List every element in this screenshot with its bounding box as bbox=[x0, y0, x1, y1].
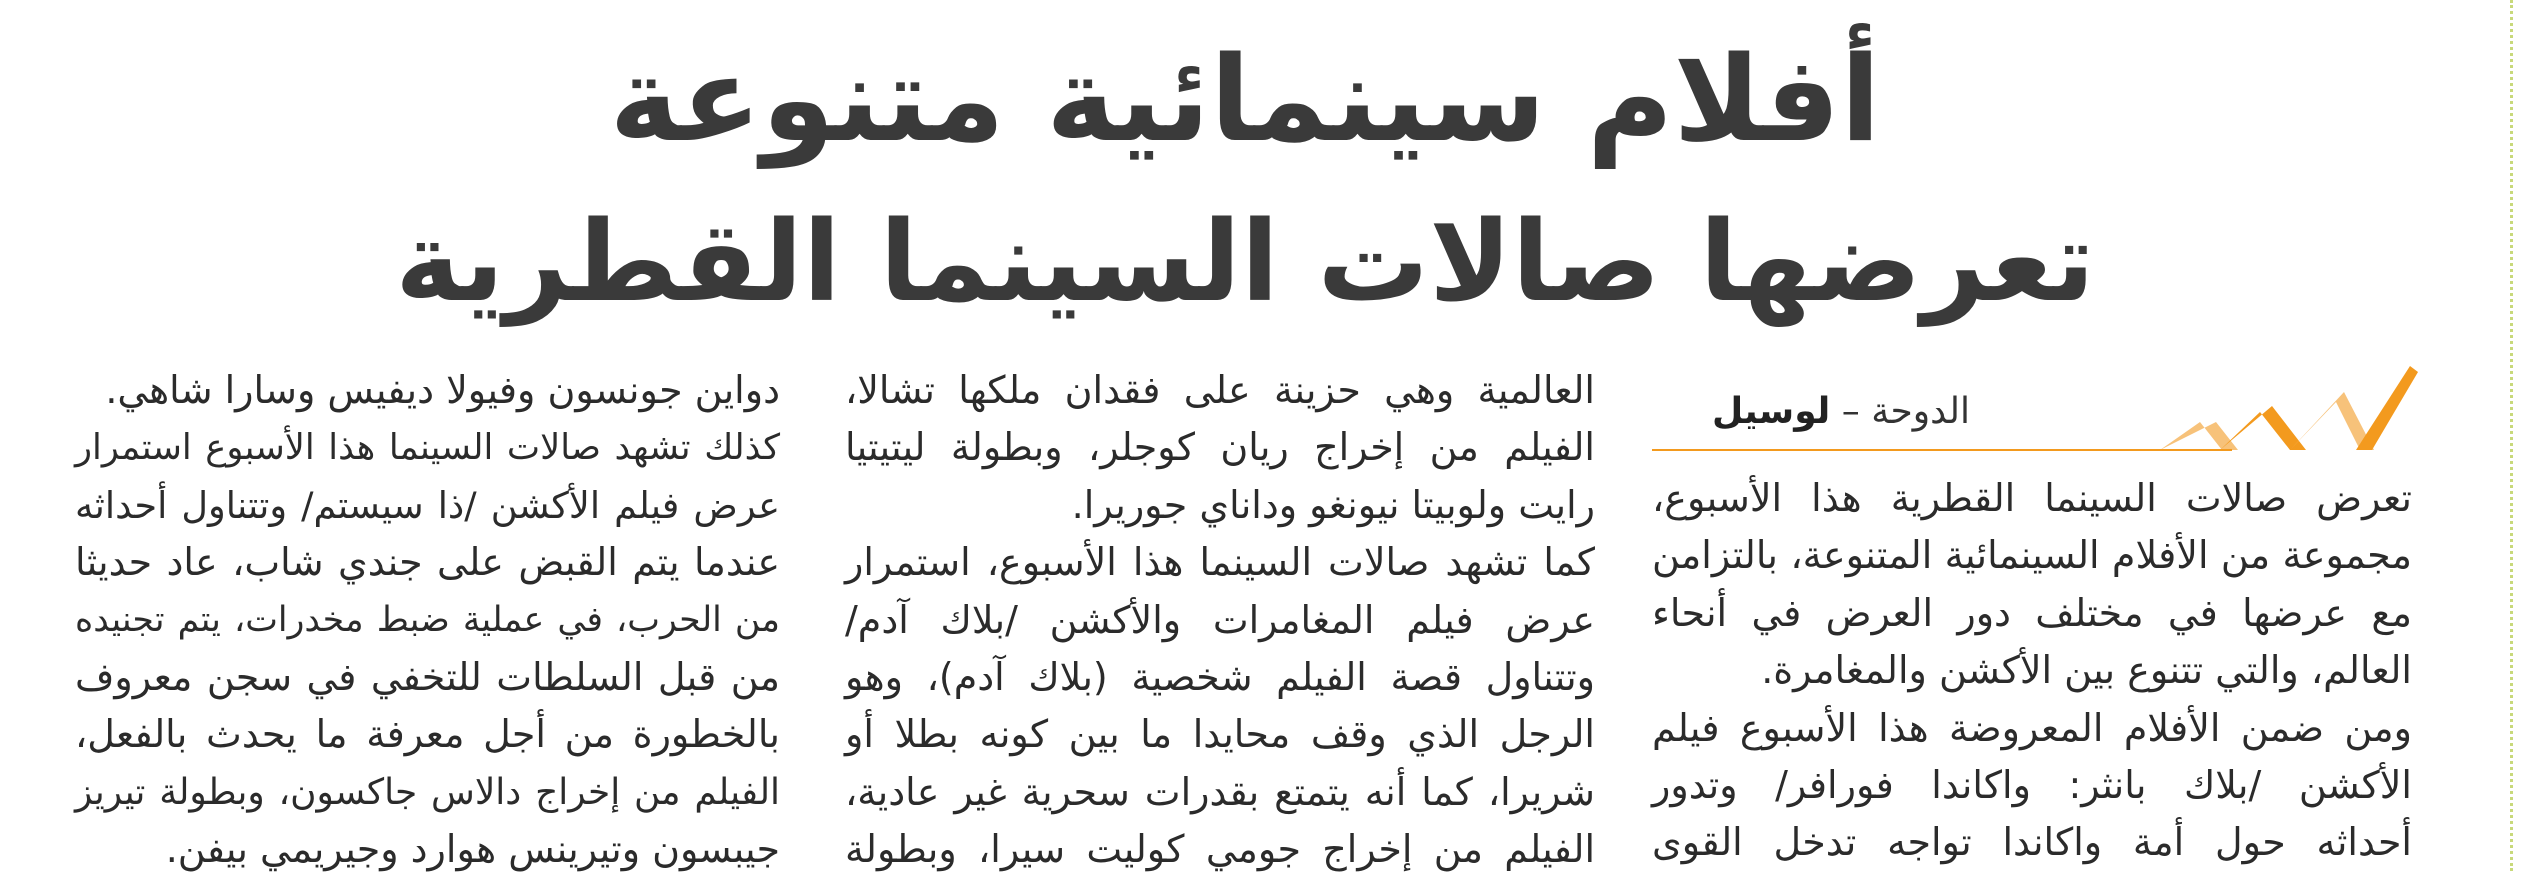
column-line: جيبسون وتيرينس هوارد وجيريمي بيفن. bbox=[165, 827, 780, 872]
column-line: الفيلم من إخراج دالاس جاكسون، وبطولة تيريز bbox=[75, 771, 780, 813]
column-line: العالمية وهي حزينة على فقدان ملكها تشالا، bbox=[845, 368, 1595, 412]
column-line: الفيلم من إخراج جومي كوليت سيرا، وبطولة bbox=[845, 827, 1595, 872]
column-line: أحداثه حول أمة واكاندا تواجه تدخل القوى bbox=[1652, 820, 2412, 865]
page-edge-rule bbox=[2510, 0, 2513, 871]
column-line: مع عرضها في مختلف دور العرض في أنحاء bbox=[1652, 590, 2412, 635]
column-line: عندما يتم القبض على جندي شاب، عاد حديثا bbox=[75, 540, 780, 585]
article-column-3 bbox=[75, 362, 780, 879]
lusail-logo-icon bbox=[2160, 362, 2420, 454]
column-line: العالم، والتي تتنوع بين الأكشن والمغامرة. bbox=[1761, 648, 2412, 693]
column-line: دواين جونسون وفيولا ديفيس وسارا شاهي. bbox=[105, 368, 780, 412]
column-line: عرض فيلم المغامرات والأكشن /بلاك آدم/ bbox=[845, 597, 1595, 642]
article-column-2 bbox=[845, 362, 1595, 879]
column-line: عرض فيلم الأكشن /ذا سيستم/ وتتناول أحداثه bbox=[75, 483, 780, 527]
dateline bbox=[1640, 382, 1970, 442]
column-line: الأكشن /بلاك بانثر: واكاندا فورافر/ وتدور bbox=[1652, 763, 2412, 808]
column-line: الفيلم من إخراج ريان كوجلر، وبطولة ليتيتيا bbox=[845, 425, 1595, 470]
column-line: من قبل السلطات للتخفي في سجن معروف bbox=[75, 655, 780, 700]
column-line: من الحرب، في عملية ضبط مخدرات، يتم تجنيده bbox=[75, 599, 780, 640]
column-line: كما تشهد صالات السينما هذا الأسبوع، استمرار bbox=[845, 540, 1595, 585]
dateline-rule bbox=[1652, 449, 2232, 451]
column-line: رايت ولوبيتا نيونغو وداناي جوريرا. bbox=[1071, 482, 1595, 527]
column-line: ومن ضمن الأفلام المعروضة هذا الأسبوع فيلم bbox=[1652, 705, 2412, 750]
article-column-1 bbox=[1652, 470, 2412, 872]
column-line: تعرض صالات السينما القطرية هذا الأسبوع، bbox=[1652, 476, 2412, 520]
dateline-brand: لوسيل bbox=[1711, 391, 1831, 432]
column-line: بالخطورة من أجل معرفة ما يحدث بالفعل، bbox=[75, 712, 780, 757]
headline-line-2: تعرضها صالات السينما القطرية bbox=[395, 198, 2095, 327]
dateline-city: الدوحة – bbox=[1841, 391, 1970, 432]
headline-line-1: أفلام سينمائية متنوعة bbox=[609, 30, 1881, 168]
column-line: مجموعة من الأفلام السينمائية المتنوعة، بالتزامن bbox=[1652, 533, 2412, 578]
column-line: شريرا، كما أنه يتمتع بقدرات سحرية غير عادية، bbox=[845, 769, 1595, 814]
column-line: الرجل الذي وقف محايدا ما بين كونه بطلا أو bbox=[845, 712, 1595, 757]
column-line: كذلك تشهد صالات السينما هذا الأسبوع استمرار bbox=[75, 427, 780, 469]
column-line: وتتناول قصة الفيلم شخصية (بلاك آدم)، وهو bbox=[845, 655, 1595, 700]
